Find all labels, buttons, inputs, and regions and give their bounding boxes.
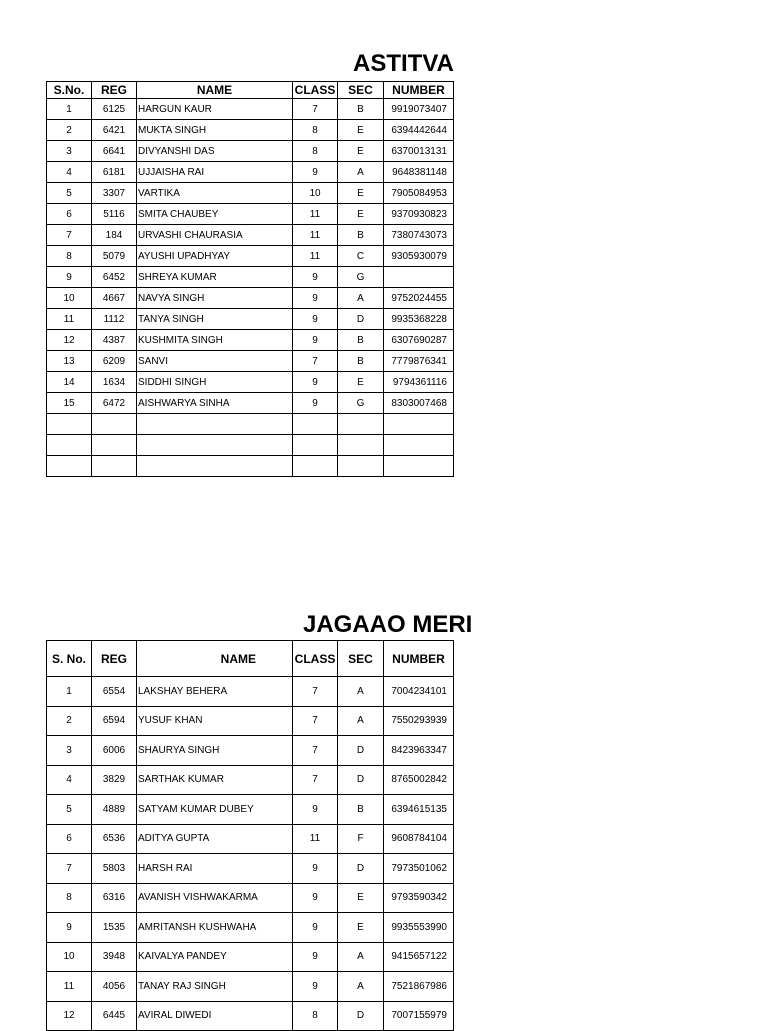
cell-class: 9 <box>293 913 338 943</box>
cell-sno: 7 <box>47 854 92 884</box>
cell-reg: 1535 <box>92 913 137 943</box>
astitva-table-section <box>46 81 453 477</box>
cell-name: TANYA SINGH <box>137 309 293 330</box>
table-row <box>47 456 454 477</box>
table-row <box>47 183 454 204</box>
cell-name: SIDDHI SINGH <box>137 372 293 393</box>
cell-sno: 9 <box>47 913 92 943</box>
cell-reg: 6181 <box>92 162 137 183</box>
cell-sno: 1 <box>47 99 92 120</box>
cell-sno <box>47 435 92 456</box>
cell-name: SATYAM KUMAR DUBEY <box>137 795 293 825</box>
col-header-sec: SEC <box>338 82 384 99</box>
table-row <box>47 393 454 414</box>
cell-name: URVASHI CHAURASIA <box>137 225 293 246</box>
cell-sno: 11 <box>47 972 92 1002</box>
cell-reg: 4387 <box>92 330 137 351</box>
cell-reg: 6316 <box>92 883 137 913</box>
cell-name: HARSH RAI <box>137 854 293 884</box>
cell-sec: E <box>338 913 384 943</box>
cell-sec: D <box>338 736 384 766</box>
table-row <box>47 854 454 884</box>
table-row <box>47 414 454 435</box>
cell-sec <box>338 435 384 456</box>
cell-name <box>137 456 293 477</box>
table-row <box>47 435 454 456</box>
cell-sno: 8 <box>47 883 92 913</box>
cell-name: ADITYA GUPTA <box>137 824 293 854</box>
cell-class: 9 <box>293 330 338 351</box>
col-header-number: NUMBER <box>384 82 454 99</box>
cell-number <box>384 267 454 288</box>
cell-class: 8 <box>293 1001 338 1031</box>
cell-number: 6394442644 <box>384 120 454 141</box>
cell-number: 7973501062 <box>384 854 454 884</box>
cell-reg: 6452 <box>92 267 137 288</box>
cell-number <box>384 435 454 456</box>
cell-sno: 6 <box>47 204 92 225</box>
cell-reg: 6554 <box>92 677 137 707</box>
cell-number: 7007155979 <box>384 1001 454 1031</box>
cell-number: 6307690287 <box>384 330 454 351</box>
cell-sec: A <box>338 706 384 736</box>
cell-class: 7 <box>293 99 338 120</box>
cell-sec: E <box>338 141 384 162</box>
cell-sno <box>47 414 92 435</box>
cell-sno: 2 <box>47 120 92 141</box>
cell-number: 9370930823 <box>384 204 454 225</box>
table-row <box>47 141 454 162</box>
cell-class: 11 <box>293 246 338 267</box>
cell-sec: E <box>338 120 384 141</box>
cell-class: 11 <box>293 824 338 854</box>
cell-name: DIVYANSHI DAS <box>137 141 293 162</box>
cell-sec: A <box>338 162 384 183</box>
cell-name: TANAY RAJ SINGH <box>137 972 293 1002</box>
cell-sec: D <box>338 854 384 884</box>
title-clip-2 <box>46 606 473 642</box>
cell-name: AMRITANSH KUSHWAHA <box>137 913 293 943</box>
cell-sec: D <box>338 765 384 795</box>
cell-name: HARGUN KAUR <box>137 99 293 120</box>
col-header-class: CLASS <box>293 641 338 677</box>
table-row <box>47 372 454 393</box>
cell-name: SHAURYA SINGH <box>137 736 293 766</box>
cell-class: 9 <box>293 854 338 884</box>
cell-reg: 184 <box>92 225 137 246</box>
cell-sno: 5 <box>47 183 92 204</box>
cell-number: 9935553990 <box>384 913 454 943</box>
cell-reg: 6472 <box>92 393 137 414</box>
cell-name: AVIRAL DIWEDI <box>137 1001 293 1031</box>
cell-sec: D <box>338 309 384 330</box>
table-row <box>47 330 454 351</box>
cell-sec: B <box>338 330 384 351</box>
col-header-reg: REG <box>92 82 137 99</box>
cell-sec: C <box>338 246 384 267</box>
cell-class: 9 <box>293 309 338 330</box>
cell-number: 8303007468 <box>384 393 454 414</box>
astitva-table <box>46 81 454 477</box>
cell-name: VARTIKA <box>137 183 293 204</box>
cell-name: AYUSHI UPADHYAY <box>137 246 293 267</box>
cell-name: NAVYA SINGH <box>137 288 293 309</box>
cell-sec: D <box>338 1001 384 1031</box>
table-row <box>47 795 454 825</box>
cell-number: 8765002842 <box>384 765 454 795</box>
cell-sec: A <box>338 677 384 707</box>
cell-class <box>293 414 338 435</box>
cell-class: 9 <box>293 795 338 825</box>
cell-reg: 3948 <box>92 942 137 972</box>
table-row <box>47 267 454 288</box>
table-header-row <box>47 82 454 99</box>
cell-sno: 4 <box>47 765 92 795</box>
cell-reg <box>92 456 137 477</box>
table-row <box>47 972 454 1002</box>
table-row <box>47 736 454 766</box>
table-row <box>47 824 454 854</box>
cell-sec: E <box>338 372 384 393</box>
cell-class: 7 <box>293 706 338 736</box>
cell-name: KUSHMITA SINGH <box>137 330 293 351</box>
cell-reg: 5079 <box>92 246 137 267</box>
col-header-reg: REG <box>92 641 137 677</box>
cell-sec: E <box>338 204 384 225</box>
table-row <box>47 99 454 120</box>
title-clip-1 <box>46 48 453 82</box>
cell-number: 6370013131 <box>384 141 454 162</box>
cell-reg: 1634 <box>92 372 137 393</box>
cell-number: 9608784104 <box>384 824 454 854</box>
cell-number: 9935368228 <box>384 309 454 330</box>
cell-sec: A <box>338 942 384 972</box>
cell-reg: 1112 <box>92 309 137 330</box>
table-row <box>47 351 454 372</box>
cell-sno: 12 <box>47 1001 92 1031</box>
cell-sno: 9 <box>47 267 92 288</box>
cell-sec <box>338 456 384 477</box>
cell-number: 9793590342 <box>384 883 454 913</box>
cell-reg: 6641 <box>92 141 137 162</box>
cell-class: 9 <box>293 883 338 913</box>
table-row <box>47 246 454 267</box>
cell-sec: E <box>338 883 384 913</box>
cell-reg: 6536 <box>92 824 137 854</box>
cell-class: 7 <box>293 351 338 372</box>
cell-sec: G <box>338 267 384 288</box>
cell-reg: 5803 <box>92 854 137 884</box>
cell-sno: 3 <box>47 736 92 766</box>
cell-number <box>384 456 454 477</box>
cell-name: AISHWARYA SINHA <box>137 393 293 414</box>
col-header-number: NUMBER <box>384 641 454 677</box>
cell-number: 9305930079 <box>384 246 454 267</box>
cell-number: 7905084953 <box>384 183 454 204</box>
table-row <box>47 225 454 246</box>
col-header-sno: S.No. <box>47 82 92 99</box>
cell-sec: A <box>338 288 384 309</box>
cell-reg: 4667 <box>92 288 137 309</box>
cell-number: 9752024455 <box>384 288 454 309</box>
table-row <box>47 706 454 736</box>
cell-number: 7779876341 <box>384 351 454 372</box>
cell-number: 8423963347 <box>384 736 454 766</box>
table-header-row <box>47 641 454 677</box>
cell-sec: A <box>338 972 384 1002</box>
cell-number: 7550293939 <box>384 706 454 736</box>
cell-name: MUKTA SINGH <box>137 120 293 141</box>
cell-class <box>293 456 338 477</box>
table-row <box>47 677 454 707</box>
cell-number: 7380743073 <box>384 225 454 246</box>
cell-number: 6394615135 <box>384 795 454 825</box>
cell-reg: 4056 <box>92 972 137 1002</box>
cell-sec: B <box>338 351 384 372</box>
cell-class: 9 <box>293 267 338 288</box>
jagaao-meri-table <box>46 640 454 1031</box>
table-row <box>47 162 454 183</box>
cell-name: SANVI <box>137 351 293 372</box>
col-header-name: NAME <box>137 641 293 677</box>
cell-reg: 6445 <box>92 1001 137 1031</box>
cell-class: 9 <box>293 393 338 414</box>
cell-class: 11 <box>293 225 338 246</box>
table-row <box>47 288 454 309</box>
cell-reg: 3829 <box>92 765 137 795</box>
jagaao-meri-table-section <box>46 640 453 1024</box>
cell-reg: 6209 <box>92 351 137 372</box>
cell-number: 7004234101 <box>384 677 454 707</box>
cell-sno: 15 <box>47 393 92 414</box>
table-row <box>47 883 454 913</box>
cell-class: 8 <box>293 120 338 141</box>
cell-sno: 10 <box>47 288 92 309</box>
cell-reg <box>92 435 137 456</box>
col-header-sec: SEC <box>338 641 384 677</box>
cell-class: 8 <box>293 141 338 162</box>
table-row <box>47 913 454 943</box>
cell-sno: 10 <box>47 942 92 972</box>
table-row <box>47 309 454 330</box>
cell-class: 9 <box>293 372 338 393</box>
cell-name: LAKSHAY BEHERA <box>137 677 293 707</box>
table-row <box>47 1001 454 1031</box>
cell-name: KAIVALYA PANDEY <box>137 942 293 972</box>
cell-sno: 8 <box>47 246 92 267</box>
cell-name: YUSUF KHAN <box>137 706 293 736</box>
cell-name: UJJAISHA RAI <box>137 162 293 183</box>
col-header-class: CLASS <box>293 82 338 99</box>
cell-sno: 1 <box>47 677 92 707</box>
cell-reg: 6421 <box>92 120 137 141</box>
cell-sno: 12 <box>47 330 92 351</box>
cell-class: 9 <box>293 942 338 972</box>
cell-sec <box>338 414 384 435</box>
cell-class: 10 <box>293 183 338 204</box>
cell-number: 9415657122 <box>384 942 454 972</box>
cell-sec: B <box>338 795 384 825</box>
cell-sno: 5 <box>47 795 92 825</box>
cell-class: 7 <box>293 765 338 795</box>
cell-sno: 11 <box>47 309 92 330</box>
cell-number: 9794361116 <box>384 372 454 393</box>
table-row <box>47 120 454 141</box>
cell-sno: 4 <box>47 162 92 183</box>
cell-reg: 6125 <box>92 99 137 120</box>
table-row <box>47 765 454 795</box>
cell-sno: 6 <box>47 824 92 854</box>
cell-sec: B <box>338 225 384 246</box>
col-header-sno: S. No. <box>47 641 92 677</box>
section-title-astitva: ASTITVA <box>353 50 454 77</box>
cell-reg: 6006 <box>92 736 137 766</box>
cell-name: AVANISH VISHWAKARMA <box>137 883 293 913</box>
cell-class: 9 <box>293 288 338 309</box>
cell-number: 9648381148 <box>384 162 454 183</box>
cell-name <box>137 414 293 435</box>
table-row <box>47 942 454 972</box>
cell-sno: 2 <box>47 706 92 736</box>
cell-class: 7 <box>293 677 338 707</box>
cell-reg: 4889 <box>92 795 137 825</box>
cell-name <box>137 435 293 456</box>
table-row <box>47 204 454 225</box>
cell-reg: 5116 <box>92 204 137 225</box>
cell-reg <box>92 414 137 435</box>
cell-name: SARTHAK KUMAR <box>137 765 293 795</box>
cell-class: 7 <box>293 736 338 766</box>
cell-class: 9 <box>293 972 338 1002</box>
cell-number: 7521867986 <box>384 972 454 1002</box>
cell-sec: F <box>338 824 384 854</box>
cell-class: 9 <box>293 162 338 183</box>
cell-reg: 6594 <box>92 706 137 736</box>
col-header-name: NAME <box>137 82 293 99</box>
cell-name: SHREYA KUMAR <box>137 267 293 288</box>
cell-number: 9919073407 <box>384 99 454 120</box>
cell-reg: 3307 <box>92 183 137 204</box>
cell-class: 11 <box>293 204 338 225</box>
cell-class <box>293 435 338 456</box>
cell-sno: 7 <box>47 225 92 246</box>
cell-sec: G <box>338 393 384 414</box>
section-title-jagaao-meri: JAGAAO MERI <box>303 611 473 638</box>
cell-sec: B <box>338 99 384 120</box>
cell-number <box>384 414 454 435</box>
cell-sno <box>47 456 92 477</box>
cell-sec: E <box>338 183 384 204</box>
cell-sno: 3 <box>47 141 92 162</box>
cell-name: SMITA CHAUBEY <box>137 204 293 225</box>
cell-sno: 14 <box>47 372 92 393</box>
cell-sno: 13 <box>47 351 92 372</box>
